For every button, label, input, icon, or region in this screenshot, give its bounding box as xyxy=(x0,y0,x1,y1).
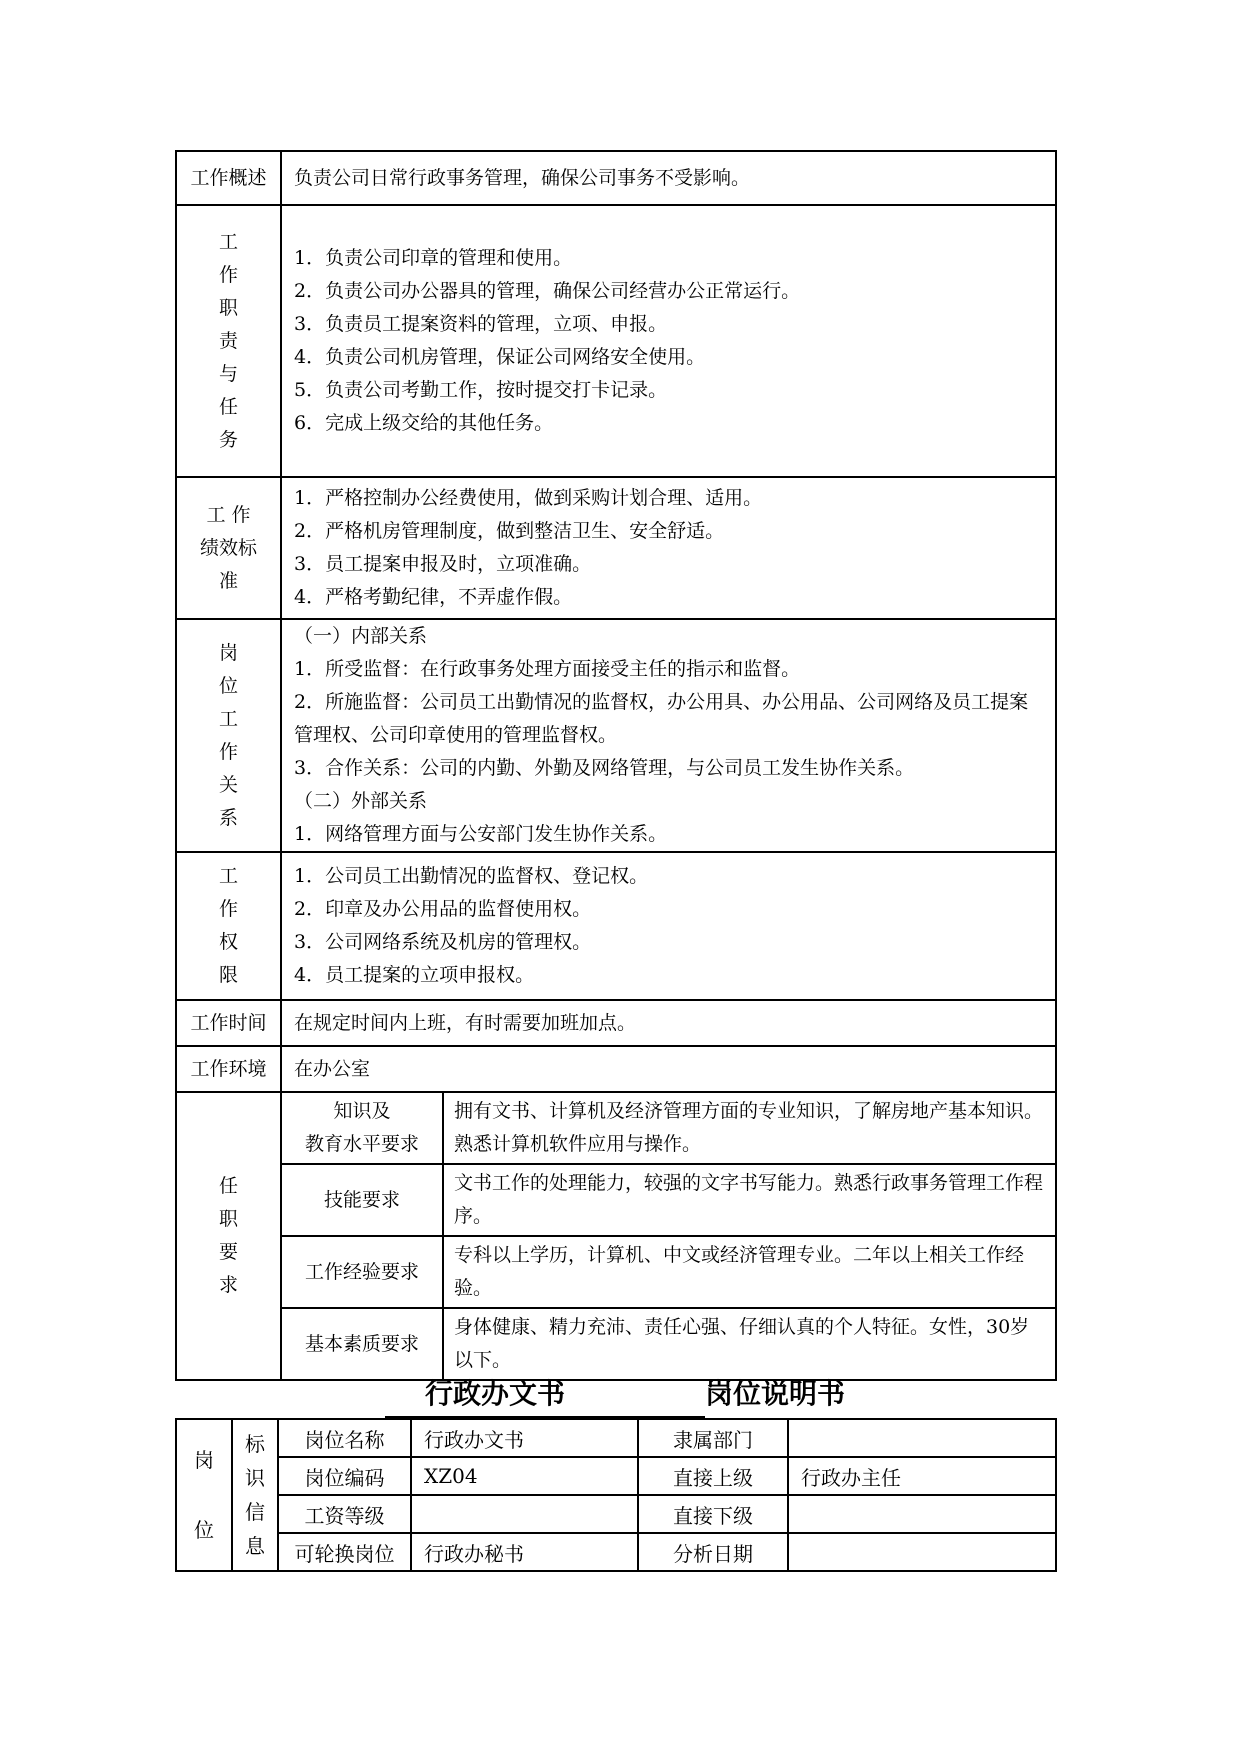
qualification-row xyxy=(176,1308,1056,1380)
info-key: 分析日期 xyxy=(638,1533,788,1571)
qualification-label: 基本素质要求 xyxy=(281,1308,443,1380)
relations-label-char: 岗 xyxy=(218,641,238,664)
relations-label xyxy=(176,619,281,852)
position-outer-label xyxy=(176,1419,232,1571)
info-row xyxy=(176,1495,1056,1533)
info-row xyxy=(176,1533,1056,1571)
performance-label xyxy=(176,477,281,619)
relations-label-char: 位 xyxy=(218,674,238,697)
authority-label-char: 限 xyxy=(218,964,238,986)
qualifications-label-char: 职 xyxy=(218,1208,238,1230)
environment-row xyxy=(176,1046,1056,1092)
authority-label-char: 工 xyxy=(218,865,238,887)
relations-item: 1．网络管理方面与公安部门发生协作关系。 xyxy=(294,823,668,845)
performance-item: 3．员工提案申报及时，立项准确。 xyxy=(294,553,592,575)
authority-label xyxy=(176,852,281,1000)
overview-row xyxy=(176,151,1056,205)
duties-label-char: 职 xyxy=(218,296,238,319)
info-value: 行政办主任 xyxy=(788,1457,1056,1495)
performance-item: 4．严格考勤纪律，不弄虚作假。 xyxy=(294,586,573,608)
qualification-row xyxy=(176,1164,1056,1236)
identification-label-char: 标 xyxy=(245,1432,265,1456)
qualifications-label-char: 要 xyxy=(218,1241,238,1263)
duties-item: 6．完成上级交给的其他任务。 xyxy=(294,412,554,434)
qualification-text: 拥有文书、计算机及经济管理方面的专业知识，了解房地产基本知识。熟悉计算机软件应用与操作。 xyxy=(443,1092,1056,1164)
duties-label-char: 任 xyxy=(218,395,238,418)
qualification-text: 文书工作的处理能力，较强的文字书写能力。熟悉行政事务管理工作程序。 xyxy=(443,1164,1056,1236)
authority-content xyxy=(281,852,1056,1000)
qualifications-label xyxy=(176,1092,281,1380)
info-key: 可轮换岗位 xyxy=(278,1533,411,1571)
info-row xyxy=(176,1457,1056,1495)
qualification-label: 技能要求 xyxy=(281,1164,443,1236)
authority-label-char: 权 xyxy=(218,931,238,953)
performance-item: 1．严格控制办公经费使用，做到采购计划合理、适用。 xyxy=(294,487,763,509)
authority-row xyxy=(176,852,1056,1000)
info-value xyxy=(411,1495,638,1533)
performance-content xyxy=(281,477,1056,619)
internal-relations-heading: （一）内部关系 xyxy=(294,625,428,647)
work-time-row xyxy=(176,1000,1056,1046)
info-value: XZ04 xyxy=(411,1457,638,1495)
info-key: 岗位编码 xyxy=(278,1457,411,1495)
duties-label-char: 务 xyxy=(218,428,238,451)
position-info-table xyxy=(175,1418,1057,1572)
performance-item: 2．严格机房管理制度，做到整洁卫生、安全舒适。 xyxy=(294,520,725,542)
authority-item: 3．公司网络系统及机房的管理权。 xyxy=(294,931,592,953)
duties-content xyxy=(281,205,1056,477)
qualification-row xyxy=(176,1092,1056,1164)
work-time-text: 在规定时间内上班，有时需要加班加点。 xyxy=(281,1000,1056,1046)
qualification-label: 工作经验要求 xyxy=(281,1236,443,1308)
relations-item: 1．所受监督：在行政事务处理方面接受主任的指示和监督。 xyxy=(294,658,801,680)
job-description-table xyxy=(175,150,1057,1381)
overview-text: 负责公司日常行政事务管理，确保公司事务不受影响。 xyxy=(281,151,1056,205)
duties-label-char: 责 xyxy=(218,329,238,352)
authority-item: 1．公司员工出勤情况的监督权、登记权。 xyxy=(294,865,649,887)
authority-item: 4．员工提案的立项申报权。 xyxy=(294,964,535,986)
relations-row xyxy=(176,619,1056,852)
relations-label-char: 工 xyxy=(218,707,238,730)
position-outer-label-char: 岗 xyxy=(194,1448,214,1472)
info-value xyxy=(788,1533,1056,1571)
info-value xyxy=(788,1419,1056,1457)
environment-label: 工作环境 xyxy=(176,1046,281,1092)
performance-label-line: 工 作 xyxy=(206,503,251,526)
identification-label-char: 信 xyxy=(245,1500,265,1524)
info-value xyxy=(788,1495,1056,1533)
environment-text: 在办公室 xyxy=(281,1046,1056,1092)
qualification-label-line: 教育水平要求 xyxy=(304,1133,419,1155)
duties-item: 4．负责公司机房管理，保证公司网络安全使用。 xyxy=(294,346,706,368)
qualifications-label-char: 求 xyxy=(218,1274,238,1296)
qualification-label-line: 知识及 xyxy=(333,1100,391,1122)
info-key: 直接上级 xyxy=(638,1457,788,1495)
identification-label xyxy=(232,1419,278,1571)
performance-label-line: 绩效标 xyxy=(199,536,257,559)
relations-label-char: 作 xyxy=(218,740,238,763)
info-key: 直接下级 xyxy=(638,1495,788,1533)
relations-item: 3．合作关系：公司的内勤、外勤及网络管理，与公司员工发生协作关系。 xyxy=(294,757,915,779)
info-key: 工资等级 xyxy=(278,1495,411,1533)
qualification-text: 身体健康、精力充沛、责任心强、仔细认真的个人特征。女性，30岁以下。 xyxy=(443,1308,1056,1380)
relations-label-char: 关 xyxy=(218,773,238,796)
duties-label-char: 与 xyxy=(218,362,238,385)
section-title-doc: 岗位说明书 xyxy=(704,1377,845,1410)
qualification-row xyxy=(176,1236,1056,1308)
duties-item: 3．负责员工提案资料的管理，立项、申报。 xyxy=(294,313,668,335)
identification-label-char: 识 xyxy=(245,1466,265,1490)
section-title xyxy=(175,1372,1055,1418)
duties-row xyxy=(176,205,1056,477)
relations-label-char: 系 xyxy=(218,806,238,829)
info-value: 行政办文书 xyxy=(411,1419,638,1457)
info-key: 隶属部门 xyxy=(638,1419,788,1457)
duties-item: 1．负责公司印章的管理和使用。 xyxy=(294,247,573,269)
overview-label: 工作概述 xyxy=(176,151,281,205)
qualification-text: 专科以上学历，计算机、中文或经济管理专业。二年以上相关工作经验。 xyxy=(443,1236,1056,1308)
duties-label xyxy=(176,205,281,477)
info-row xyxy=(176,1419,1056,1457)
relations-content xyxy=(281,619,1056,852)
relations-item: 2．所施监督：公司员工出勤情况的监督权，办公用具、办公用品、公司网络及员工提案管理权、公司印章使用的管理监督权。 xyxy=(294,691,1029,746)
qualification-label xyxy=(281,1092,443,1164)
duties-label-char: 工 xyxy=(218,230,238,253)
work-time-label: 工作时间 xyxy=(176,1000,281,1046)
info-value: 行政办秘书 xyxy=(411,1533,638,1571)
performance-row xyxy=(176,477,1056,619)
section-title-position: 行政办文书 xyxy=(385,1372,635,1418)
duties-label-char: 作 xyxy=(218,263,238,286)
external-relations-heading: （二）外部关系 xyxy=(294,790,428,812)
qualifications-label-char: 任 xyxy=(218,1175,238,1197)
info-key: 岗位名称 xyxy=(278,1419,411,1457)
title-underline-gap xyxy=(635,1372,705,1418)
duties-item: 5．负责公司考勤工作，按时提交打卡记录。 xyxy=(294,379,668,401)
position-outer-label-char: 位 xyxy=(194,1518,214,1542)
identification-label-char: 息 xyxy=(245,1534,265,1558)
performance-label-line: 准 xyxy=(218,569,238,592)
authority-item: 2．印章及办公用品的监督使用权。 xyxy=(294,898,592,920)
duties-item: 2．负责公司办公器具的管理，确保公司经营办公正常运行。 xyxy=(294,280,801,302)
authority-label-char: 作 xyxy=(218,898,238,920)
